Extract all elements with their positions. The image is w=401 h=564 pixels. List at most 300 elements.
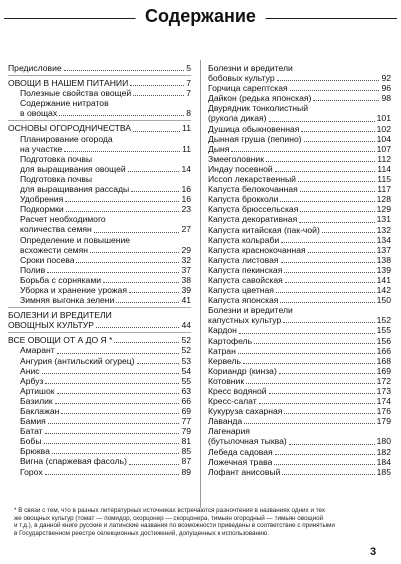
toc-page-number: 92 <box>381 73 391 84</box>
toc-entry[interactable] <box>208 285 391 295</box>
toc-entry-title: Дыня <box>208 143 230 154</box>
toc-entry-title: Зимняя выгонка зелени <box>20 295 115 306</box>
dot-leader <box>285 282 375 283</box>
toc-page-number: 32 <box>181 254 191 265</box>
toc-entry[interactable] <box>208 93 391 103</box>
toc-entry[interactable] <box>8 456 191 466</box>
toc-page-number: 14 <box>181 163 191 174</box>
toc-entry-title: Лагенария <box>208 426 250 437</box>
footnote <box>14 507 394 537</box>
toc-entry-title: Кресс водяной <box>208 386 267 396</box>
toc-entry[interactable] <box>208 204 391 214</box>
toc-page-number: 39 <box>181 284 191 295</box>
dot-leader <box>231 151 374 152</box>
toc-entry[interactable] <box>208 376 391 386</box>
dot-leader <box>103 282 179 283</box>
toc-entry[interactable] <box>208 315 391 325</box>
toc-page-number: 85 <box>181 446 191 457</box>
dot-leader <box>322 232 375 233</box>
toc-entry[interactable] <box>8 332 191 345</box>
dot-leader <box>52 453 180 454</box>
toc-entry[interactable] <box>8 134 191 144</box>
toc-entry[interactable] <box>8 245 191 255</box>
toc-entry[interactable] <box>208 194 391 204</box>
toc-page-number: 172 <box>376 375 391 386</box>
title-bar <box>4 4 397 34</box>
dot-leader <box>64 70 185 71</box>
dot-leader <box>64 151 180 152</box>
dot-leader <box>301 131 374 132</box>
toc-entry-title: Дынная груша (пепино) <box>208 133 302 144</box>
toc-page-number: 115 <box>377 174 391 185</box>
dot-leader <box>57 353 180 354</box>
toc-entry-title: Капуста брокколи <box>208 194 279 205</box>
toc-entry[interactable] <box>8 275 191 285</box>
toc-entry-title: Иссоп лекарственный <box>208 174 296 185</box>
toc-page-number: 152 <box>376 315 391 326</box>
dot-leader <box>133 95 184 96</box>
toc-entry-title: Батат <box>20 426 43 437</box>
toc-entry-title: Дайкон (редька японская) <box>208 93 312 104</box>
toc-entry[interactable] <box>208 305 391 315</box>
toc-entry[interactable] <box>8 174 191 184</box>
toc-entry-title: Болезни и вредители <box>208 63 293 73</box>
toc-page-number: 27 <box>181 224 191 235</box>
toc-page-number: 169 <box>376 365 391 376</box>
toc-entry[interactable] <box>208 457 391 467</box>
toc-entry[interactable] <box>8 164 191 174</box>
toc-page-number: 44 <box>181 320 191 331</box>
toc-entry[interactable] <box>8 194 191 204</box>
toc-entry-title: Артишок <box>20 385 55 396</box>
dot-leader <box>290 90 380 91</box>
toc-entry[interactable] <box>208 366 391 376</box>
toc-page-number: 114 <box>377 163 391 174</box>
toc-entry[interactable] <box>8 224 191 234</box>
dot-leader <box>45 433 180 434</box>
dot-leader <box>308 252 375 253</box>
toc-entry[interactable] <box>208 184 391 194</box>
dot-leader <box>61 413 179 414</box>
toc-entry[interactable] <box>208 356 391 366</box>
footnote-line: и т.д.), в данной книге русские и латинские названия по возможности приведены в соответствие с принятыми <box>14 522 335 530</box>
toc-page-number: 66 <box>181 395 191 406</box>
page-number: 3 <box>370 546 377 558</box>
toc-page-number: 38 <box>181 274 191 285</box>
toc-entry-title: Амарант <box>20 345 55 356</box>
toc-page-number: 184 <box>376 456 391 467</box>
toc-entry-title: ОСНОВЫ ОГОРОДНИЧЕСТВА <box>8 123 132 134</box>
toc-page-number: 77 <box>181 416 191 427</box>
toc-entry[interactable] <box>208 325 391 335</box>
toc-page-number: 11 <box>182 123 191 134</box>
toc-page-number: 174 <box>376 396 391 407</box>
toc-entry[interactable] <box>8 285 191 295</box>
page-title: Содержание <box>135 6 266 27</box>
footnote-line: же овощных культур (томат — помидор, скорцонер — скорцонера, тимьян огородный — тимьян овощной <box>14 514 324 522</box>
dot-leader <box>280 201 374 202</box>
toc-entry[interactable] <box>208 245 391 255</box>
toc-entry[interactable] <box>208 73 391 83</box>
footnote-line: * В связи с тем, что в разных литературных источниках встречаются разночтения в названиях одних и тех <box>14 507 326 514</box>
toc-entry-title: Подготовка почвы <box>20 173 93 184</box>
toc-entry-title: Арбуз <box>20 375 44 386</box>
toc-page-number: 37 <box>181 264 191 275</box>
toc-entry[interactable] <box>208 265 391 275</box>
toc-right-column <box>208 63 391 477</box>
toc-entry[interactable] <box>208 63 391 73</box>
dot-leader <box>114 342 179 343</box>
toc-page-number: 156 <box>376 335 391 346</box>
toc-entry[interactable] <box>8 366 191 376</box>
toc-entry-title: Кервель <box>208 355 242 366</box>
toc-entry-title: Картофель <box>208 335 253 346</box>
toc-entry[interactable] <box>8 356 191 366</box>
toc-page-number: 168 <box>376 355 391 366</box>
toc-entry-title: для выращивания рассады <box>20 184 130 195</box>
toc-entry[interactable] <box>208 225 391 235</box>
toc-entry[interactable] <box>208 275 391 285</box>
toc-page-number: 63 <box>181 385 191 396</box>
dot-leader <box>76 262 179 263</box>
toc-page-number: 54 <box>181 365 191 376</box>
toc-page-number: 52 <box>181 335 191 346</box>
toc-page-number: 150 <box>376 295 391 306</box>
toc-entry-title: Кукуруза сахарная <box>208 406 283 417</box>
dot-leader <box>48 423 180 424</box>
toc-entry-title: в овощах <box>20 108 58 119</box>
toc-entry-title: для выращивания овощей <box>20 163 126 174</box>
toc-page-number: 98 <box>381 93 391 104</box>
toc-entry[interactable] <box>8 295 191 305</box>
toc-entry-title: Вигна (спаржевая фасоль) <box>20 456 127 467</box>
toc-left-column <box>8 63 191 477</box>
toc-entry[interactable] <box>208 113 391 123</box>
toc-entry[interactable] <box>208 467 391 477</box>
toc-entry[interactable] <box>208 406 391 416</box>
toc-entry-title: Кориандр (кинза) <box>208 365 277 376</box>
toc-entry-title: Брюква <box>20 446 50 457</box>
toc-entry[interactable] <box>8 214 191 224</box>
toc-page-number: 139 <box>376 264 391 275</box>
toc-entry[interactable] <box>208 386 391 396</box>
toc-entry[interactable] <box>8 320 191 330</box>
dot-leader <box>96 327 179 328</box>
dot-leader <box>284 272 374 273</box>
toc-page-number: 138 <box>376 254 391 265</box>
toc-entry-title: Бобы <box>20 436 42 447</box>
dot-leader <box>137 363 180 364</box>
dot-leader <box>282 474 374 475</box>
toc-entry-title: Полив <box>20 264 46 275</box>
toc-page-number: 101 <box>376 113 391 124</box>
toc-page-number: 52 <box>181 345 191 356</box>
dot-leader <box>128 171 180 172</box>
dot-leader <box>266 161 375 162</box>
toc-entry[interactable] <box>208 426 391 436</box>
toc-entry[interactable] <box>8 386 191 396</box>
toc-page-number: 180 <box>376 436 391 447</box>
dot-leader <box>289 444 375 445</box>
dot-leader <box>281 242 374 243</box>
dot-leader <box>254 343 375 344</box>
toc-entry-title: ОВОЩНЫХ КУЛЬТУР <box>8 320 94 331</box>
dot-leader <box>45 383 179 384</box>
toc-page-number: 79 <box>181 426 191 437</box>
toc-page-number: 87 <box>181 456 191 467</box>
dot-leader <box>57 393 180 394</box>
dot-leader <box>300 191 376 192</box>
toc-page-number: 112 <box>377 153 391 164</box>
dot-leader <box>299 222 374 223</box>
toc-entry[interactable] <box>208 124 391 134</box>
toc-entry-title: Болезни и вредители <box>208 305 293 316</box>
dot-leader <box>298 181 375 182</box>
toc-page-number: 41 <box>181 295 191 306</box>
toc-entry[interactable] <box>8 63 191 73</box>
toc-entry[interactable] <box>8 436 191 446</box>
toc-entry-title: ВСЕ ОВОЩИ ОТ А ДО Я * <box>8 335 113 346</box>
toc-entry-title: Капуста китайская (пак-чой) <box>208 224 320 235</box>
dot-leader <box>304 141 375 142</box>
toc-entry-title: Лаванда <box>208 416 243 427</box>
toc-entry[interactable] <box>8 416 191 426</box>
toc-entry-title: Определение и повышение <box>20 234 131 245</box>
toc-entry[interactable] <box>208 214 391 224</box>
toc-page-number: 16 <box>181 194 191 205</box>
toc-page-number: 8 <box>186 108 191 119</box>
toc-entry[interactable] <box>208 174 391 184</box>
dot-leader <box>300 211 374 212</box>
toc-entry[interactable] <box>208 235 391 245</box>
toc-entry[interactable] <box>8 75 191 88</box>
dot-leader <box>276 292 375 293</box>
toc-entry[interactable] <box>208 346 391 356</box>
column-divider <box>200 60 201 508</box>
toc-entry[interactable] <box>208 396 391 406</box>
dot-leader <box>269 393 375 394</box>
toc-entry[interactable] <box>8 255 191 265</box>
toc-page-number: 53 <box>181 355 191 366</box>
dot-leader <box>94 232 180 233</box>
toc-entry-title: Полезные свойства овощей <box>20 88 132 99</box>
dot-leader <box>44 443 180 444</box>
toc-entry[interactable] <box>8 345 191 355</box>
toc-page-number: 55 <box>181 375 191 386</box>
toc-page-number: 129 <box>376 204 391 215</box>
toc-entry-title: Котовник <box>208 375 245 386</box>
toc-page-number: 179 <box>376 416 391 427</box>
toc-entry[interactable] <box>8 396 191 406</box>
dot-leader <box>45 474 180 475</box>
dot-leader <box>238 353 375 354</box>
dot-leader <box>55 403 180 404</box>
toc-entry[interactable] <box>8 108 191 118</box>
toc-entry-title: ОВОЩИ В НАШЕМ ПИТАНИИ <box>8 78 129 89</box>
toc-entry-title: Капуста белокочанная <box>208 184 298 195</box>
dot-leader <box>259 403 375 404</box>
toc-entry-title: Капуста кольраби <box>208 234 280 245</box>
toc-page-number: 134 <box>376 234 391 245</box>
toc-entry-title: Капуста брюссельская <box>208 204 299 215</box>
toc-entry-title: Планирование огорода <box>20 133 113 144</box>
toc-entry-title: Горох <box>20 466 43 477</box>
toc-page-number: 137 <box>376 244 391 255</box>
toc-page-number: 182 <box>376 446 391 457</box>
toc-page-number: 69 <box>181 406 191 416</box>
toc-entry[interactable] <box>8 88 191 98</box>
toc-entry[interactable] <box>208 154 391 164</box>
toc-entry[interactable] <box>208 436 391 446</box>
toc-entry-title: Борьба с сорняками <box>20 274 102 285</box>
toc-page-number: 117 <box>377 184 391 195</box>
dot-leader <box>283 322 374 323</box>
dot-leader <box>277 80 380 81</box>
dot-leader <box>274 464 374 465</box>
toc-entry[interactable] <box>8 154 191 164</box>
dot-leader <box>244 423 374 424</box>
toc-entry-title: (бутылочная тыква) <box>208 436 287 447</box>
toc-entry-title: Содержание нитратов <box>20 98 109 109</box>
toc-entry[interactable] <box>208 295 391 305</box>
toc-page-number: 132 <box>376 224 391 235</box>
toc-page-number: 155 <box>376 325 391 336</box>
toc-entry-title: Капуста декоративная <box>208 214 298 225</box>
toc-entry[interactable] <box>8 235 191 245</box>
dot-leader <box>90 252 179 253</box>
toc-page-number: 102 <box>376 123 391 134</box>
dot-leader <box>131 191 179 192</box>
toc-entry[interactable] <box>8 98 191 108</box>
toc-entry[interactable] <box>208 83 391 93</box>
toc-page-number: 23 <box>181 204 191 215</box>
toc-page-number: 131 <box>376 214 391 225</box>
dot-leader <box>284 413 374 414</box>
dot-leader <box>47 272 179 273</box>
dot-leader <box>133 131 180 132</box>
toc-entry-title: Подкормки <box>20 204 64 215</box>
toc-entry[interactable] <box>208 255 391 265</box>
dot-leader <box>313 100 379 101</box>
toc-entry[interactable] <box>8 120 191 133</box>
footnote-line: в Государственном реестре селекционных достижений, допущенных к использованию. <box>14 529 270 537</box>
dot-leader <box>243 363 375 364</box>
toc-entry-title: Уборка и хранение урожая <box>20 284 127 295</box>
toc-entry[interactable] <box>8 184 191 194</box>
toc-page-number: 81 <box>181 436 191 447</box>
toc-entry[interactable] <box>8 376 191 386</box>
toc-page-number: 107 <box>376 143 391 154</box>
toc-entry-title: Капуста савойская <box>208 274 283 285</box>
toc-entry-title: Душица обыкновенная <box>208 123 300 134</box>
toc-entry[interactable] <box>208 144 391 154</box>
toc-entry-title: Капуста листовая <box>208 254 279 265</box>
toc-entry[interactable] <box>8 426 191 436</box>
toc-entry-title: Ложечная трава <box>208 456 273 467</box>
toc-entry[interactable] <box>208 103 391 113</box>
dot-leader <box>66 211 180 212</box>
dot-leader <box>281 262 375 263</box>
toc-entry[interactable] <box>8 265 191 275</box>
toc-entry-title: бобовых культур <box>208 73 275 84</box>
toc-page-number: 11 <box>182 143 191 154</box>
toc-entry[interactable] <box>208 447 391 457</box>
toc-entry-title: Капуста цветная <box>208 285 274 296</box>
toc-entry-title: Расчет необходимого <box>20 214 106 225</box>
toc-page-number: 104 <box>376 133 391 144</box>
dot-leader <box>42 373 180 374</box>
toc-entry-title: (рукола дикая) <box>208 113 267 124</box>
dot-leader <box>59 115 184 116</box>
toc-entry[interactable] <box>8 467 191 477</box>
toc-entry-title: Сроки посева <box>20 254 75 265</box>
toc-entry[interactable] <box>8 307 191 320</box>
toc-page-number: 29 <box>181 244 191 255</box>
dot-leader <box>65 201 179 202</box>
toc-entry-title: Индау посевной <box>208 163 273 174</box>
toc-entry-title: Змееголовник <box>208 153 264 164</box>
toc-entry-title: Удобрения <box>20 194 64 205</box>
toc-entry-title: Анис <box>20 365 40 376</box>
toc-entry-title: Баклажан <box>20 406 60 416</box>
toc-entry-title: БОЛЕЗНИ И ВРЕДИТЕЛИ <box>8 310 112 321</box>
toc-entry-title: Горчица сарептская <box>208 83 288 94</box>
dot-leader <box>275 454 375 455</box>
toc-entry[interactable] <box>8 204 191 214</box>
toc-page-number: 142 <box>376 285 391 296</box>
toc-page-number: 89 <box>181 466 191 477</box>
toc-page-number: 128 <box>376 194 391 205</box>
toc-page-number: 5 <box>186 63 191 73</box>
dot-leader <box>129 292 179 293</box>
toc-entry-title: Двурядник тонколистный <box>208 103 309 114</box>
dot-leader <box>239 333 375 334</box>
dot-leader <box>246 383 375 384</box>
dot-leader <box>129 464 179 465</box>
toc-entry[interactable] <box>8 406 191 416</box>
toc-entry-title: Лофант анисовый <box>208 466 281 477</box>
toc-page-number: 185 <box>376 466 391 477</box>
toc-entry[interactable] <box>208 416 391 426</box>
toc-entry-title: на участке <box>20 143 63 154</box>
toc-entry[interactable] <box>8 446 191 456</box>
dot-leader <box>280 302 374 303</box>
toc-entry-title: Катран <box>208 345 236 356</box>
toc-entry[interactable] <box>208 134 391 144</box>
toc-entry-title: Ангурия (антильский огурец) <box>20 355 135 366</box>
toc-entry[interactable] <box>208 164 391 174</box>
toc-entry-title: всхожести семян <box>20 244 88 255</box>
toc-page-number: 141 <box>376 274 391 285</box>
toc-entry-title: капустных культур <box>208 315 282 326</box>
toc-entry[interactable] <box>208 336 391 346</box>
toc-entry-title: количества семян <box>20 224 92 235</box>
toc-page-number: 96 <box>381 83 391 94</box>
toc-entry-title: Подготовка почвы <box>20 153 93 164</box>
toc-entry-title: Капуста японская <box>208 295 279 306</box>
toc-page-number: 176 <box>376 406 391 417</box>
toc-entry[interactable] <box>8 144 191 154</box>
toc-entry-title: Капуста краснокочанная <box>208 244 306 255</box>
toc-page-number: 7 <box>186 78 191 89</box>
dot-leader <box>130 85 184 86</box>
dot-leader <box>279 373 375 374</box>
toc-page-number: 7 <box>186 88 191 99</box>
dot-leader <box>116 302 179 303</box>
toc-entry-title: Лебеда садовая <box>208 446 273 457</box>
toc-page-number: 166 <box>376 345 391 356</box>
dot-leader <box>275 171 376 172</box>
